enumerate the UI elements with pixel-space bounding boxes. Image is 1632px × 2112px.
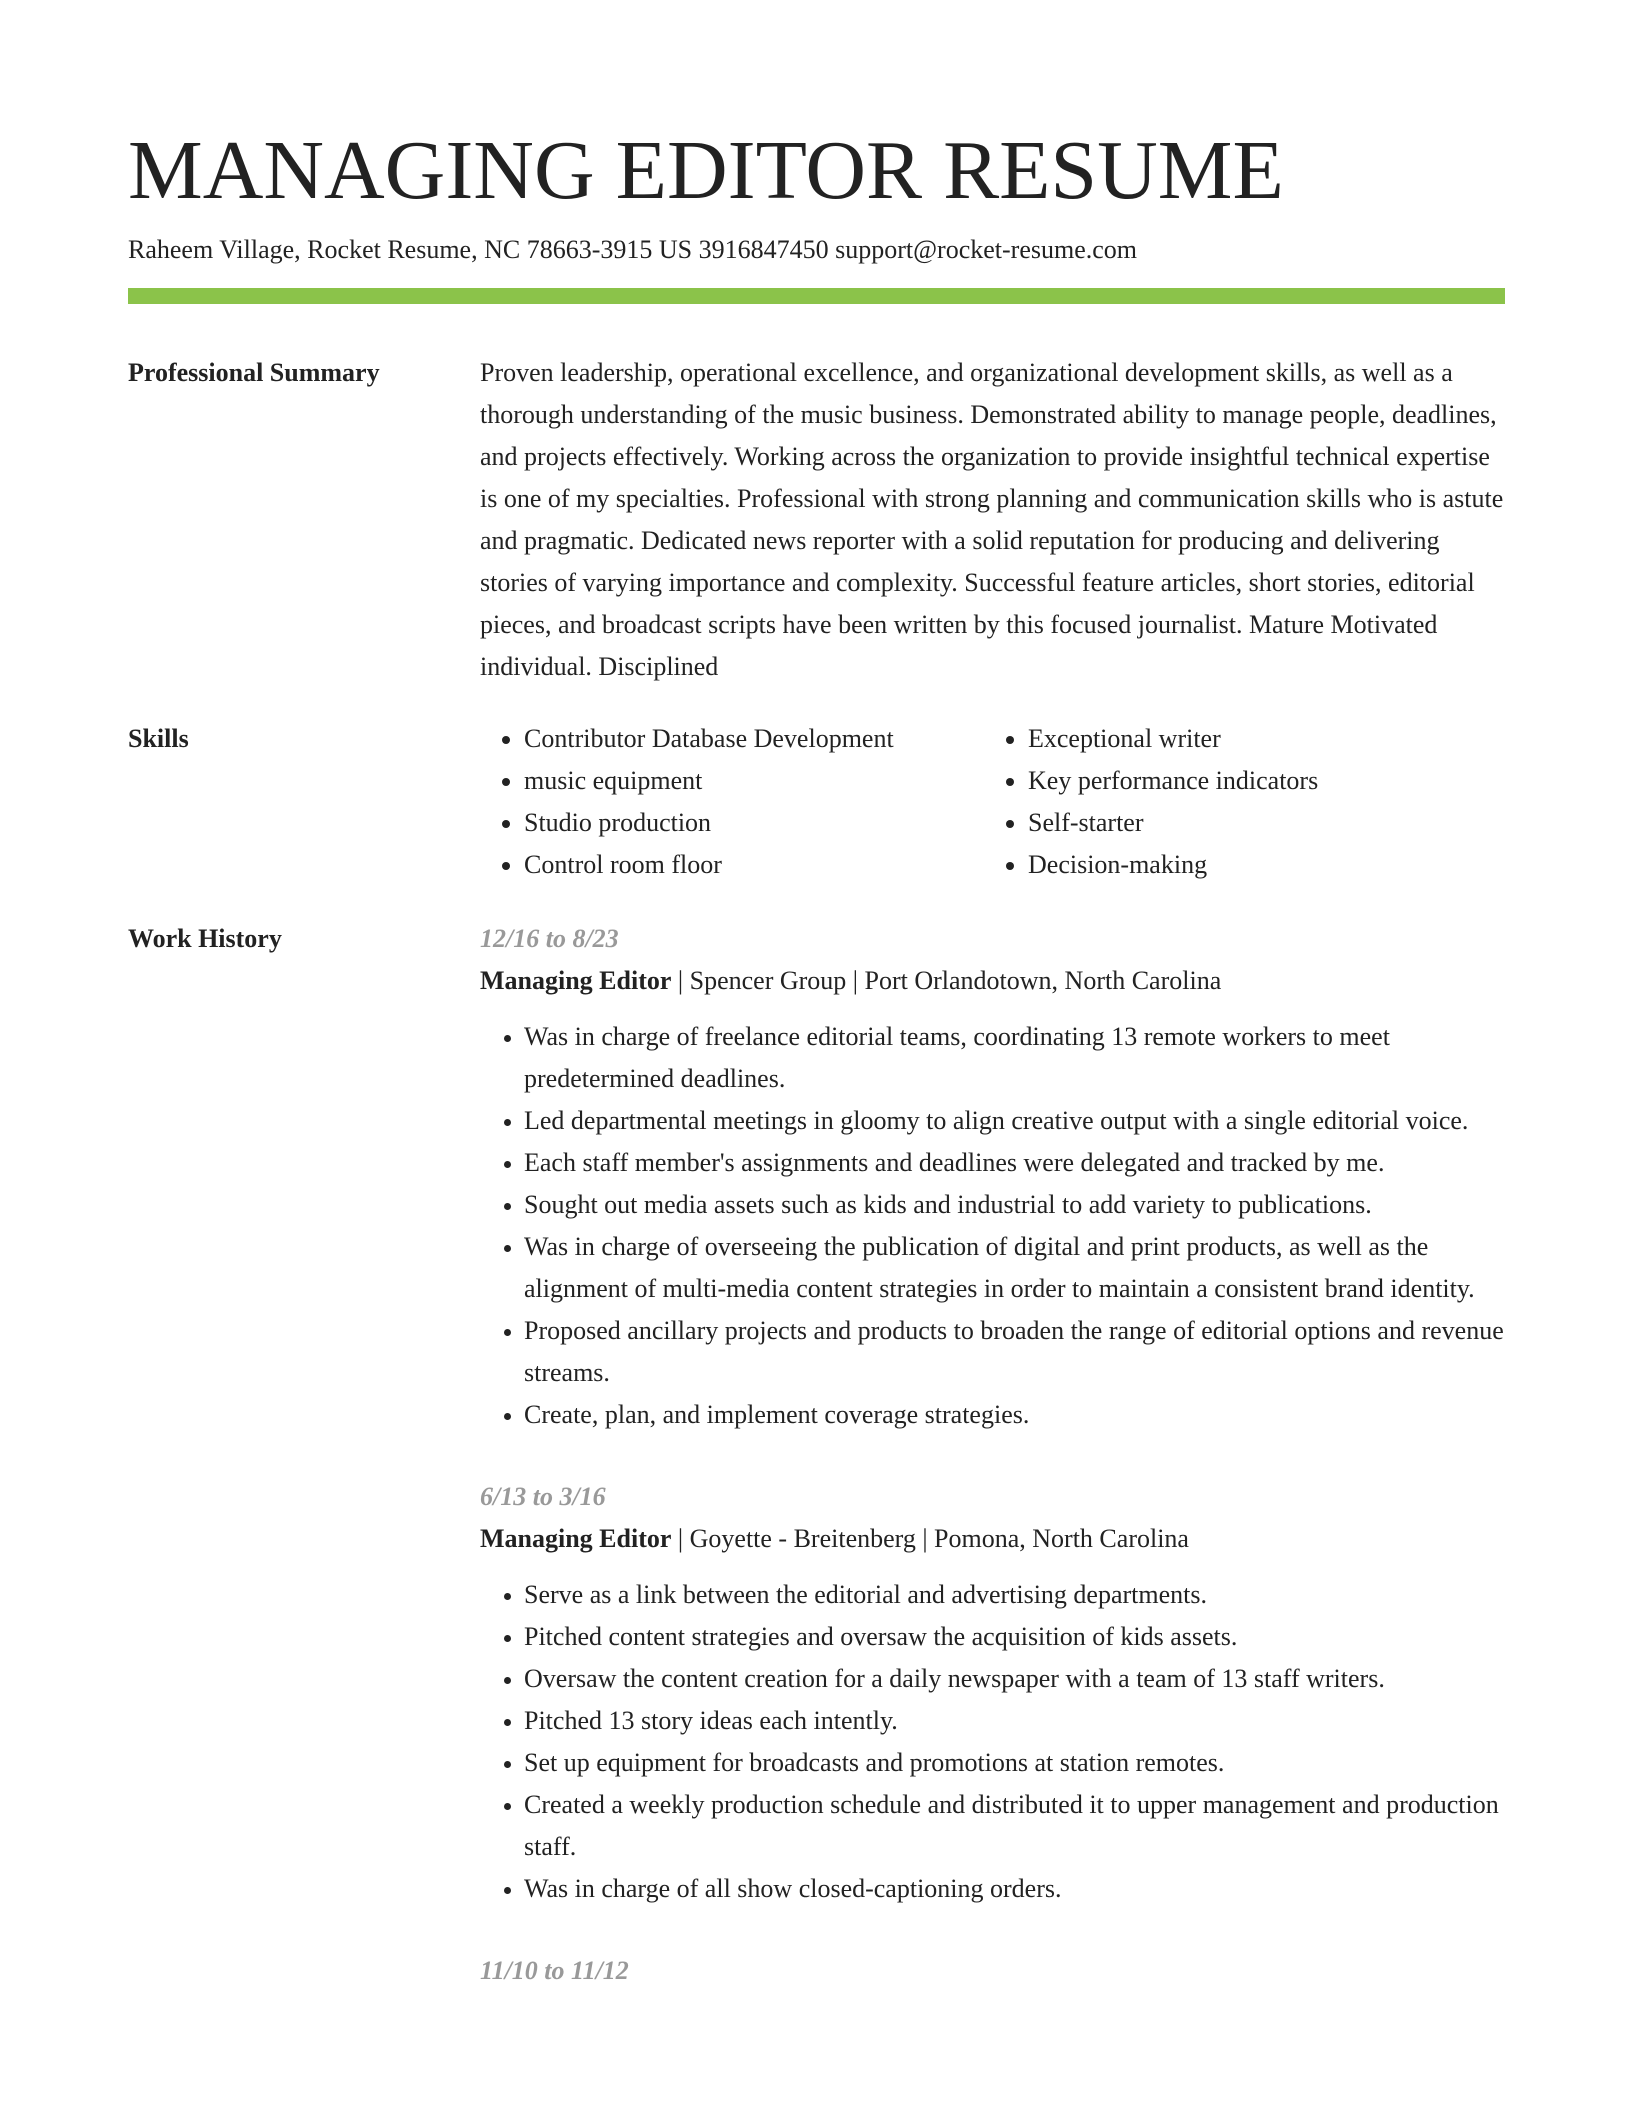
resume-title: MANAGING EDITOR RESUME: [128, 124, 1284, 217]
skills-grid: [480, 718, 1508, 886]
skill-item: • music equipment: [524, 760, 984, 802]
skill-item: • Self-starter: [1028, 802, 1508, 844]
skill-item: • Exceptional writer: [1028, 718, 1508, 760]
work-history-section: [128, 924, 1505, 2032]
job-bullet: • Created a weekly production schedule and distributed it to upper management and production staff.: [524, 1784, 1505, 1868]
job-bullet: • Create, plan, and implement coverage strategies.: [524, 1394, 1505, 1436]
job-bullet: • Was in charge of overseeing the publication of digital and print products, as well as the alignment of multi-media content strategies in order to maintain a consistent brand identity.: [524, 1226, 1505, 1310]
job-bullet: • Each staff member's assignments and deadlines were delegated and tracked by me.: [524, 1142, 1505, 1184]
job-entry: [480, 1950, 1505, 1992]
header-divider: [128, 288, 1505, 304]
skill-item: • Key performance indicators: [1028, 760, 1508, 802]
job-details: | Goyette - Breitenberg | Pomona, North Carolina: [671, 1524, 1189, 1553]
skill-item: • Studio production: [524, 802, 984, 844]
job-bullet: • Was in charge of freelance editorial teams, coordinating 13 remote workers to meet predetermined deadlines.: [524, 1016, 1505, 1100]
job-bullet: • Was in charge of all show closed-captioning orders.: [524, 1868, 1505, 1910]
skills-body: [480, 718, 1508, 886]
section-title-summary: Professional Summary: [128, 358, 380, 387]
job-heading: [480, 960, 1505, 1002]
job-entry: [480, 1476, 1505, 1910]
skills-section: [128, 724, 1505, 886]
skill-item: • Decision-making: [1028, 844, 1508, 886]
job-entry: [480, 918, 1505, 1436]
job-bullet: • Set up equipment for broadcasts and promotions at station remotes.: [524, 1742, 1505, 1784]
job-bullet: • Pitched 13 story ideas each intently.: [524, 1700, 1505, 1742]
job-title: Managing Editor: [480, 1524, 672, 1553]
section-title-skills: Skills: [128, 724, 189, 753]
skill-item: • Control room floor: [524, 844, 984, 886]
job-bullet: • Proposed ancillary projects and products to broaden the range of editorial options and revenue streams.: [524, 1310, 1505, 1394]
job-dates: 12/16 to 8/23: [480, 924, 619, 953]
contact-line: Raheem Village, Rocket Resume, NC 78663-3915 US 3916847450 support@rocket-resume.com: [128, 235, 1138, 264]
summary-section: [128, 358, 1505, 688]
job-bullet: • Serve as a link between the editorial and advertising departments.: [524, 1574, 1505, 1616]
job-dates: 6/13 to 3/16: [480, 1482, 606, 1511]
job-heading: [480, 1518, 1505, 1560]
skills-column-2: [984, 718, 1508, 886]
job-details: | Spencer Group | Port Orlandotown, North Carolina: [671, 966, 1222, 995]
job-bullet: • Led departmental meetings in gloomy to align creative output with a single editorial voice.: [524, 1100, 1505, 1142]
summary-text: Proven leadership, operational excellence, and organizational development skills, as well as a thorough understanding of the music business. Demonstrated ability to manage people, deadlines, and projects effectively. Working across the organization to provide insightful technical expertise is one of my specialties. Professional with strong planning and communication skills who is astute and pragmatic. Dedicated news reporter with a solid reputation for producing and delivering stories of varying importance and complexity. Successful feature articles, short stories, editorial pieces, and broadcast scripts have been written by this focused journalist. Mature Motivated individual. Disciplined: [480, 358, 1504, 681]
job-bullets: [480, 1574, 1505, 1910]
job-dates: 11/10 to 11/12: [480, 1956, 629, 1985]
job-bullet: • Sought out media assets such as kids and industrial to add variety to publications.: [524, 1184, 1505, 1226]
resume-page: [128, 118, 1505, 2032]
job-bullet: • Oversaw the content creation for a daily newspaper with a team of 13 staff writers.: [524, 1658, 1505, 1700]
job-bullets: [480, 1016, 1505, 1436]
summary-body: [480, 352, 1505, 688]
skill-item: • Contributor Database Development: [524, 718, 984, 760]
job-title: Managing Editor: [480, 966, 672, 995]
skills-column-1: [480, 718, 984, 886]
section-title-work: Work History: [128, 924, 282, 953]
job-bullet: • Pitched content strategies and oversaw the acquisition of kids assets.: [524, 1616, 1505, 1658]
work-body: [480, 918, 1505, 2032]
